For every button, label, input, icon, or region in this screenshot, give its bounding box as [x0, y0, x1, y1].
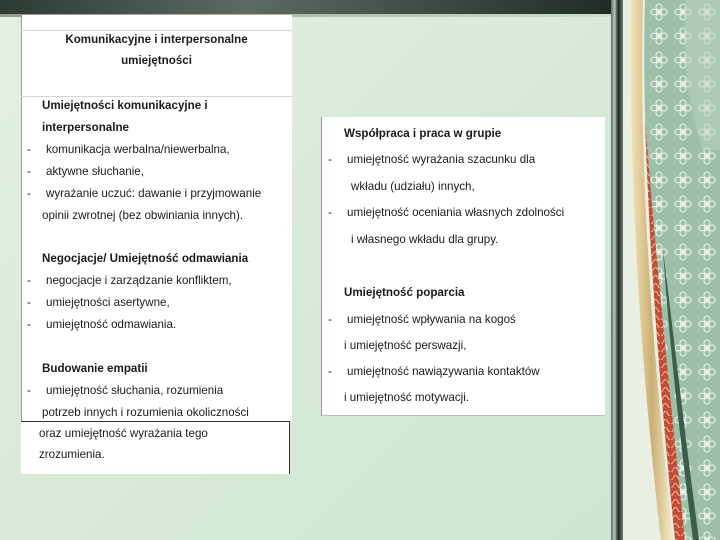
section-title: Umiejętności komunikacyjne i — [42, 99, 208, 112]
list-item: umiejętność słuchania, rozumienia — [46, 384, 224, 397]
bullet-dash: - — [27, 296, 31, 309]
list-item: umiejętność oceniania własnych zdolności — [347, 206, 565, 219]
panel-border — [21, 15, 22, 421]
list-item-continuation: i własnego wkładu dla grupy. — [351, 233, 499, 246]
divider — [21, 30, 292, 31]
bullet-dash: - — [328, 313, 332, 326]
bullet-dash: - — [27, 384, 31, 397]
list-item-continuation: i umiejętność perswazji, — [344, 339, 467, 352]
bullet-dash: - — [27, 318, 31, 331]
list-item: umiejętności asertywne, — [46, 296, 170, 309]
bullet-dash: - — [328, 365, 332, 378]
list-item-continuation: wkładu (udziału) innych, — [351, 180, 475, 193]
bullet-dash: - — [27, 187, 31, 200]
right-border-divider — [611, 0, 623, 540]
list-item: wyrażanie uczuć: dawanie i przyjmowanie — [46, 187, 262, 200]
list-item: aktywne słuchanie, — [46, 165, 144, 178]
right-panel — [321, 117, 605, 416]
list-item-continuation: i umiejętność motywacji. — [344, 391, 469, 404]
bullet-dash: - — [27, 143, 31, 156]
list-item-continuation: opinii zwrotnej (bez obwiniania innych). — [42, 209, 244, 222]
bullet-dash: - — [328, 153, 332, 166]
top-border-band — [0, 0, 620, 14]
section-title: Budowanie empatii — [42, 362, 148, 375]
list-item: umiejętność wyrażania szacunku dla — [347, 153, 536, 166]
list-item-continuation: oraz umiejętność wyrażania tego — [39, 427, 208, 440]
left-panel-continuation — [21, 421, 290, 474]
list-item: komunikacja werbalna/niewerbalna, — [46, 143, 230, 156]
divider — [21, 96, 292, 97]
list-item: negocjacje i zarządzanie konfliktem, — [46, 274, 232, 287]
flower-pattern-decoration — [623, 0, 720, 540]
section-title: Umiejętność poparcia — [344, 286, 465, 299]
left-header-line-1: Komunikacyjne i interpersonalne — [65, 33, 248, 46]
section-title: Negocjacje/ Umiejętność odmawiania — [42, 252, 249, 265]
flower-pattern-icon — [623, 0, 720, 540]
list-item: umiejętność odmawiania. — [46, 318, 177, 331]
section-title: interpersonalne — [42, 121, 129, 134]
left-panel — [21, 15, 292, 421]
list-item: umiejętność wpływania na kogoś — [347, 313, 516, 326]
left-header-line-2: umiejętności — [121, 54, 192, 67]
bullet-dash: - — [27, 274, 31, 287]
list-item: umiejętność nawiązywania kontaktów — [347, 365, 540, 378]
list-item-continuation: zrozumienia. — [39, 448, 105, 461]
bullet-dash: - — [328, 206, 332, 219]
section-title: Współpraca i praca w grupie — [344, 127, 502, 140]
list-item-continuation: potrzeb innych i rozumienia okoliczności — [42, 406, 249, 419]
bullet-dash: - — [27, 165, 31, 178]
